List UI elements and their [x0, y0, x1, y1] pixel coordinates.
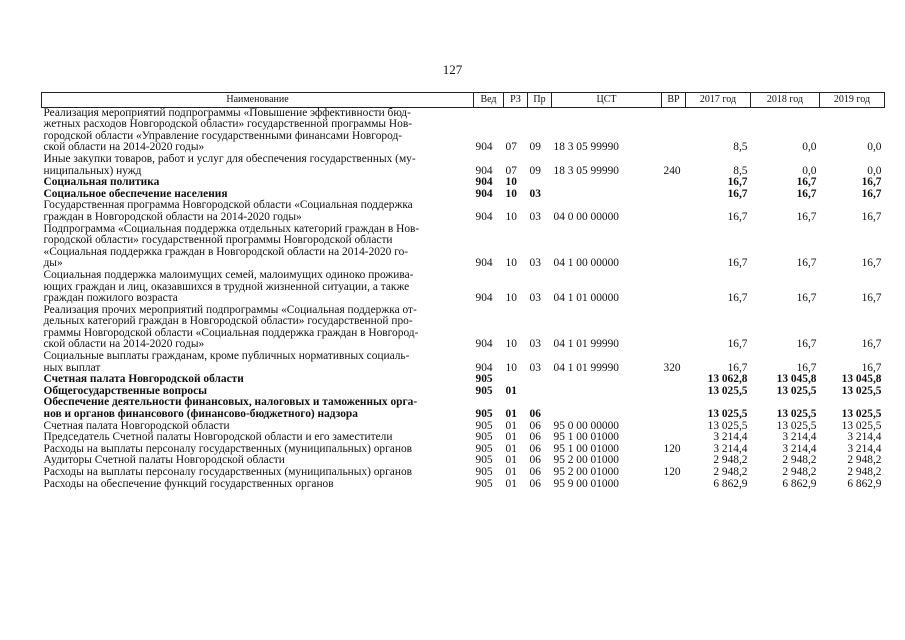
row-name: Расходы на выплаты персоналу государственных (муниципальных) органов: [43, 466, 413, 478]
row-value-2017: 16,7: [727, 257, 748, 270]
row-name: Социальная политика: [43, 176, 160, 189]
header-rz: РЗ: [504, 93, 528, 108]
table-header-row: [42, 93, 885, 108]
row-value-2019: 16,7: [861, 176, 882, 189]
row-cst: 04 1 01 00000: [553, 292, 619, 305]
row-pr: 06: [529, 442, 541, 455]
row-value-2019: 16,7: [861, 361, 882, 374]
row-value-2018: 16,7: [796, 176, 817, 189]
row-value-2017: 13 062,8: [707, 373, 748, 386]
row-name: Государственная программа Новгородской области «Социальная поддержка граждан в Новгородской области на 2014-2020 годы»: [43, 199, 413, 223]
row-rz: 10: [505, 210, 517, 223]
row-value-2019: 0,0: [867, 141, 882, 154]
row-value-2017: 6 862,9: [713, 477, 748, 490]
row-name: Счетная палата Новгородской области: [43, 419, 230, 432]
row-ved: 904: [475, 361, 493, 374]
row-value-2017: 16,7: [727, 361, 748, 374]
row-value-2018: 16,7: [796, 292, 817, 305]
row-value-2019: 16,7: [861, 257, 882, 270]
row-pr: 03: [529, 292, 541, 305]
row-vr: [662, 177, 686, 189]
row-name: Расходы на выплаты персоналу государственных (муниципальных) органов: [43, 442, 413, 455]
row-vr: 240: [663, 164, 681, 177]
row-rz: 10: [505, 338, 517, 351]
row-pr: 06: [529, 431, 541, 444]
row-name: Председатель Счетной палаты Новгородской области и его заместители: [43, 431, 393, 444]
row-vr: [662, 270, 686, 305]
table-row: [42, 200, 885, 223]
header-2017: 2017 год: [686, 93, 751, 108]
row-value-2017: 3 214,4: [713, 442, 748, 455]
row-rz: 10: [505, 187, 517, 200]
row-name: Социальные выплаты гражданам, кроме публичных нормативных социаль- ных выплат: [43, 350, 410, 374]
row-rz: 07: [505, 164, 517, 177]
row-value-2019: 13 025,5: [841, 419, 882, 432]
row-value-2018: 3 214,4: [782, 442, 817, 455]
row-value-2018: 16,7: [796, 187, 817, 200]
row-cst: 95 2 00 01000: [553, 466, 619, 478]
row-ved: 904: [475, 141, 493, 154]
row-value-2017: 16,7: [727, 176, 748, 189]
row-value-2019: 16,7: [861, 292, 882, 305]
row-cst: [552, 189, 662, 201]
row-vr: [662, 479, 686, 491]
row-value-2018: 13 025,5: [776, 419, 817, 432]
row-pr: 03: [529, 361, 541, 374]
row-pr: [528, 177, 552, 189]
row-vr: [662, 397, 686, 420]
row-pr: 06: [529, 419, 541, 432]
row-name: Общегосударственные вопросы: [43, 384, 208, 397]
table-row: [42, 467, 885, 479]
row-name: Социальная поддержка малоимущих семей, малоимущих одиноко прожива- ющих граждан и лиц, оказавшихся в трудной жизненной ситуации, а также граждан пожилого возраста: [43, 268, 414, 305]
row-pr: 03: [529, 187, 541, 200]
row-value-2019: 16,7: [861, 210, 882, 223]
header-2019: 2019 год: [820, 93, 885, 108]
row-pr: [528, 386, 552, 398]
header-cst: ЦСТ: [552, 93, 662, 108]
row-rz: 10: [505, 176, 517, 189]
row-vr: 320: [663, 361, 681, 374]
row-ved: 905: [475, 373, 493, 386]
row-pr: 06: [529, 454, 541, 467]
row-pr: 06: [529, 408, 541, 421]
row-pr: 06: [529, 477, 541, 490]
table-row: [42, 479, 885, 491]
row-ved: 905: [475, 419, 493, 432]
row-cst: [552, 386, 662, 398]
header-2018: 2018 год: [751, 93, 820, 108]
row-value-2017: 16,7: [727, 210, 748, 223]
row-value-2019: 13 025,5: [841, 408, 882, 421]
row-value-2018: 13 025,5: [776, 384, 817, 397]
header-ved: Вед: [474, 93, 504, 108]
row-pr: [528, 374, 552, 386]
row-vr: 120: [663, 442, 681, 455]
row-rz: 01: [505, 454, 517, 467]
row-vr: [662, 107, 686, 154]
row-cst: 95 1 00 01000: [553, 431, 619, 444]
table-row: [42, 305, 885, 351]
row-value-2018: 13 025,5: [776, 408, 817, 421]
row-pr: 09: [529, 164, 541, 177]
row-value-2019: 16,7: [861, 338, 882, 351]
row-cst: 04 1 01 99990: [553, 361, 619, 374]
row-name: Расходы на обеспечение функций государственных органов: [43, 477, 334, 490]
row-ved: 904: [475, 164, 493, 177]
row-value-2018: 16,7: [796, 210, 817, 223]
row-name: Аудиторы Счетной палаты Новгородской области: [43, 454, 285, 467]
row-value-2019: 3 214,4: [847, 431, 882, 444]
table-row: [42, 224, 885, 270]
row-cst: 18 3 05 99990: [553, 164, 619, 177]
row-cst: 95 9 00 01000: [553, 477, 619, 490]
row-value-2018: 16,7: [796, 257, 817, 270]
row-value-2017: 8,5: [733, 141, 748, 154]
row-cst: [552, 177, 662, 189]
row-value-2019: 6 862,9: [847, 477, 882, 490]
row-value-2017: 13 025,5: [707, 384, 748, 397]
row-vr: [662, 224, 686, 270]
row-ved: 904: [475, 210, 493, 223]
row-rz: 07: [505, 141, 517, 154]
row-cst: 18 3 05 99990: [553, 141, 619, 154]
row-vr: [662, 305, 686, 351]
header-name: Наименование: [42, 93, 474, 108]
row-value-2017: 2 948,2: [713, 454, 748, 467]
row-name: Счетная палата Новгородской области: [43, 373, 244, 386]
row-pr: 09: [529, 141, 541, 154]
row-rz: 01: [505, 466, 517, 478]
row-value-2017: 3 214,4: [713, 431, 748, 444]
row-value-2019: 16,7: [861, 187, 882, 200]
row-rz: 10: [505, 292, 517, 305]
budget-table: [41, 92, 885, 490]
row-pr: 03: [529, 210, 541, 223]
row-cst: 95 0 00 00000: [553, 419, 619, 432]
row-cst: 04 1 01 99990: [553, 338, 619, 351]
row-rz: 01: [505, 419, 517, 432]
row-name: Обеспечение деятельности финансовых, налоговых и таможенных орга- нов и органов финансового (финансово-бюджетного) надзора: [43, 396, 418, 421]
row-value-2019: 2 948,2: [847, 454, 882, 467]
row-vr: [662, 421, 686, 433]
row-rz: 01: [505, 384, 517, 397]
row-ved: 905: [475, 442, 493, 455]
row-cst: 04 1 00 00000: [553, 257, 619, 270]
row-ved: 905: [475, 454, 493, 467]
page-number: 127: [442, 62, 463, 77]
row-rz: 10: [505, 361, 517, 374]
table-row: [42, 351, 885, 374]
row-pr: 06: [529, 466, 541, 478]
row-value-2017: 16,7: [727, 292, 748, 305]
row-cst: 95 2 00 01000: [553, 454, 619, 467]
row-vr: 120: [663, 466, 681, 478]
row-value-2018: 2 948,2: [782, 466, 817, 478]
row-ved: 904: [475, 187, 493, 200]
table-row: [42, 154, 885, 177]
row-value-2019: 3 214,4: [847, 442, 882, 455]
row-value-2019: 0,0: [867, 164, 882, 177]
row-pr: 03: [529, 338, 541, 351]
row-name: Реализация мероприятий подпрограммы «Повышение эффективности бюд- жетных расходов Новгородской области» государственной программы Нов- городской области «Управление государственными финансами Новгород- ской области на 2014-2020 годы»: [43, 106, 413, 154]
row-vr: [662, 386, 686, 398]
row-value-2019: 2 948,2: [847, 466, 882, 478]
row-ved: 905: [475, 466, 493, 478]
row-cst: 04 0 00 00000: [553, 210, 619, 223]
row-value-2018: 6 862,9: [782, 477, 817, 490]
row-value-2017: 8,5: [733, 164, 748, 177]
table-row: [42, 177, 885, 189]
row-value-2018: 16,7: [796, 338, 817, 351]
row-name: Реализация прочих мероприятий подпрограммы «Социальная поддержка от- дельных категорий граждан в Новгородской области» государственной про- граммы Новгородской области «Социальная поддержка граждан в Новгород- ской области на 2014-2020 годы»: [43, 303, 419, 351]
row-rz: 10: [505, 257, 517, 270]
row-value-2017: 13 025,5: [707, 408, 748, 421]
table-row: [42, 270, 885, 305]
row-ved: 904: [475, 292, 493, 305]
row-rz: 01: [505, 442, 517, 455]
row-cst: [552, 374, 662, 386]
row-value-2018: 16,7: [796, 361, 817, 374]
row-name: Иные закупки товаров, работ и услуг для обеспечения государственных (му- ниципальных) нужд: [43, 152, 416, 177]
row-name: Социальное обеспечение населения: [43, 187, 228, 200]
row-rz: 01: [505, 477, 517, 490]
row-ved: 904: [475, 338, 493, 351]
row-value-2018: 0,0: [802, 164, 817, 177]
row-vr: [662, 200, 686, 223]
row-value-2019: 13 025,5: [841, 384, 882, 397]
row-value-2018: 13 045,8: [776, 373, 817, 386]
row-ved: 905: [475, 431, 493, 444]
row-value-2017: 2 948,2: [713, 466, 748, 478]
row-ved: 905: [475, 408, 493, 421]
row-ved: 905: [475, 477, 493, 490]
row-value-2018: 3 214,4: [782, 431, 817, 444]
row-vr: [662, 189, 686, 201]
row-ved: 904: [475, 257, 493, 270]
row-value-2018: 2 948,2: [782, 454, 817, 467]
row-value-2017: 13 025,5: [707, 419, 748, 432]
row-value-2017: 16,7: [727, 187, 748, 200]
table-row: [42, 107, 885, 154]
row-value-2019: 13 045,8: [841, 373, 882, 386]
header-pr: Пр: [528, 93, 552, 108]
row-value-2018: 0,0: [802, 141, 817, 154]
row-value-2017: 16,7: [727, 338, 748, 351]
row-cst: [552, 397, 662, 420]
row-rz: 01: [505, 408, 517, 421]
row-vr: [662, 374, 686, 386]
row-ved: 904: [475, 176, 493, 189]
row-ved: 905: [475, 384, 493, 397]
row-cst: 95 1 00 01000: [553, 442, 619, 455]
row-rz: 01: [505, 431, 517, 444]
row-pr: 03: [529, 257, 541, 270]
table-row: [42, 397, 885, 420]
header-vr: ВР: [662, 93, 686, 108]
row-name: Подпрограмма «Социальная поддержка отдельных категорий граждан в Нов- городской области» государственной программы Новгородской области «Социальная поддержка граждан в Новгородской области на 2014-2020 го- ды»: [43, 222, 420, 270]
